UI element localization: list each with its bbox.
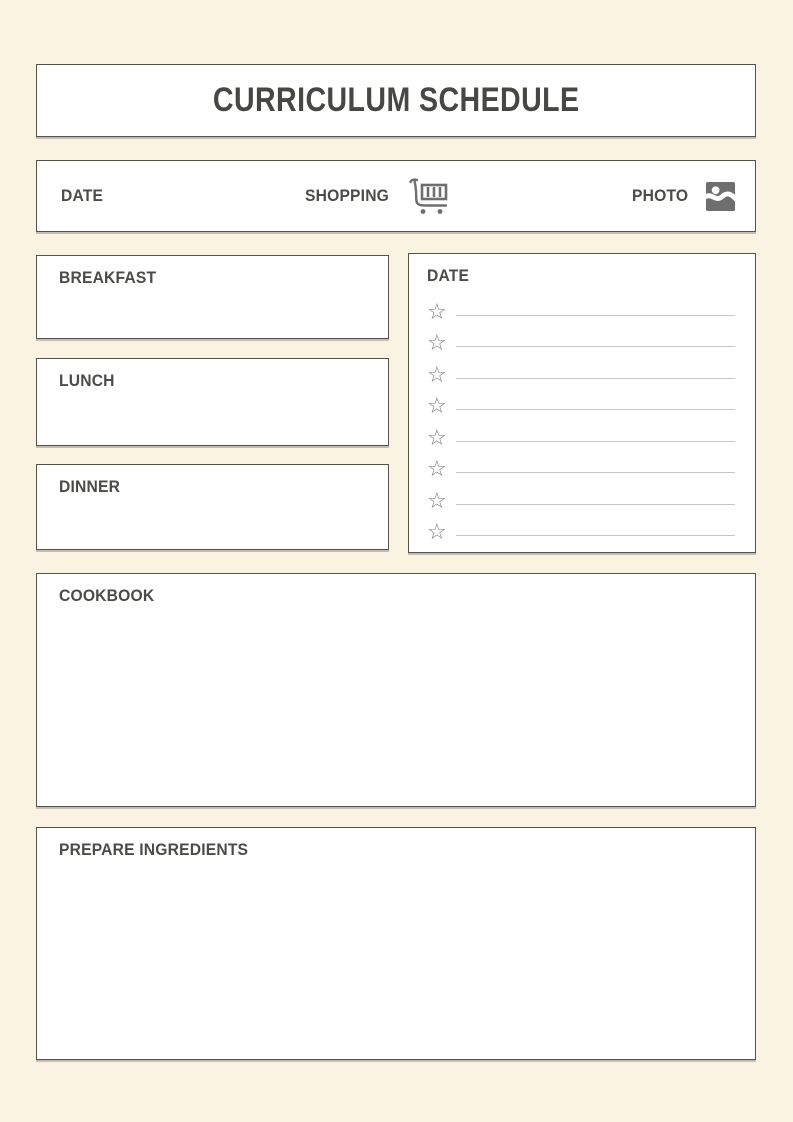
shopping-cart-icon	[408, 177, 452, 215]
cookbook-label: COOKBOOK	[59, 586, 155, 605]
date-label: DATE	[61, 186, 104, 205]
lunch-label: LUNCH	[59, 371, 115, 390]
star-row-list	[427, 288, 735, 545]
breakfast-box	[36, 255, 389, 339]
date-field	[61, 186, 286, 206]
star-outline-icon: ☆	[427, 331, 447, 356]
cookbook-box	[36, 573, 756, 807]
shopping-label: SHOPPING	[304, 186, 389, 205]
photo-image-icon	[705, 181, 736, 212]
info-row	[36, 160, 756, 232]
date-checklist-panel	[408, 253, 756, 553]
dinner-label: DINNER	[59, 477, 121, 496]
date-panel-label: DATE	[427, 266, 470, 285]
dinner-box	[36, 464, 389, 550]
star-outline-icon: ☆	[427, 457, 447, 482]
write-line	[456, 409, 735, 410]
star-outline-icon: ☆	[427, 362, 447, 388]
write-line	[456, 346, 735, 347]
write-line	[456, 315, 735, 316]
star-outline-icon: ☆	[427, 520, 447, 545]
prepare-ingredients-label: PREPARE INGREDIENTS	[59, 840, 249, 859]
star-outline-icon: ☆	[427, 299, 447, 325]
star-row	[427, 383, 735, 419]
photo-group	[511, 181, 736, 212]
star-outline-icon: ☆	[427, 488, 447, 514]
photo-label: PHOTO	[631, 186, 689, 205]
star-row	[427, 509, 735, 545]
write-line	[456, 535, 735, 536]
write-line	[456, 378, 735, 379]
star-outline-icon: ☆	[427, 425, 447, 451]
write-line	[456, 441, 735, 442]
star-row	[427, 351, 735, 388]
star-outline-icon: ☆	[427, 394, 447, 419]
breakfast-label: BREAKFAST	[59, 268, 157, 287]
prepare-ingredients-box	[36, 827, 756, 1060]
star-row	[427, 320, 735, 356]
shopping-group	[266, 177, 491, 215]
page-title: CURRICULUM SCHEDULE	[212, 81, 580, 119]
star-row	[427, 446, 735, 482]
star-row	[427, 414, 735, 451]
title-box	[36, 64, 756, 137]
star-row	[427, 288, 735, 325]
write-line	[456, 472, 735, 473]
write-line	[456, 504, 735, 505]
lunch-box	[36, 358, 389, 446]
star-row	[427, 477, 735, 514]
